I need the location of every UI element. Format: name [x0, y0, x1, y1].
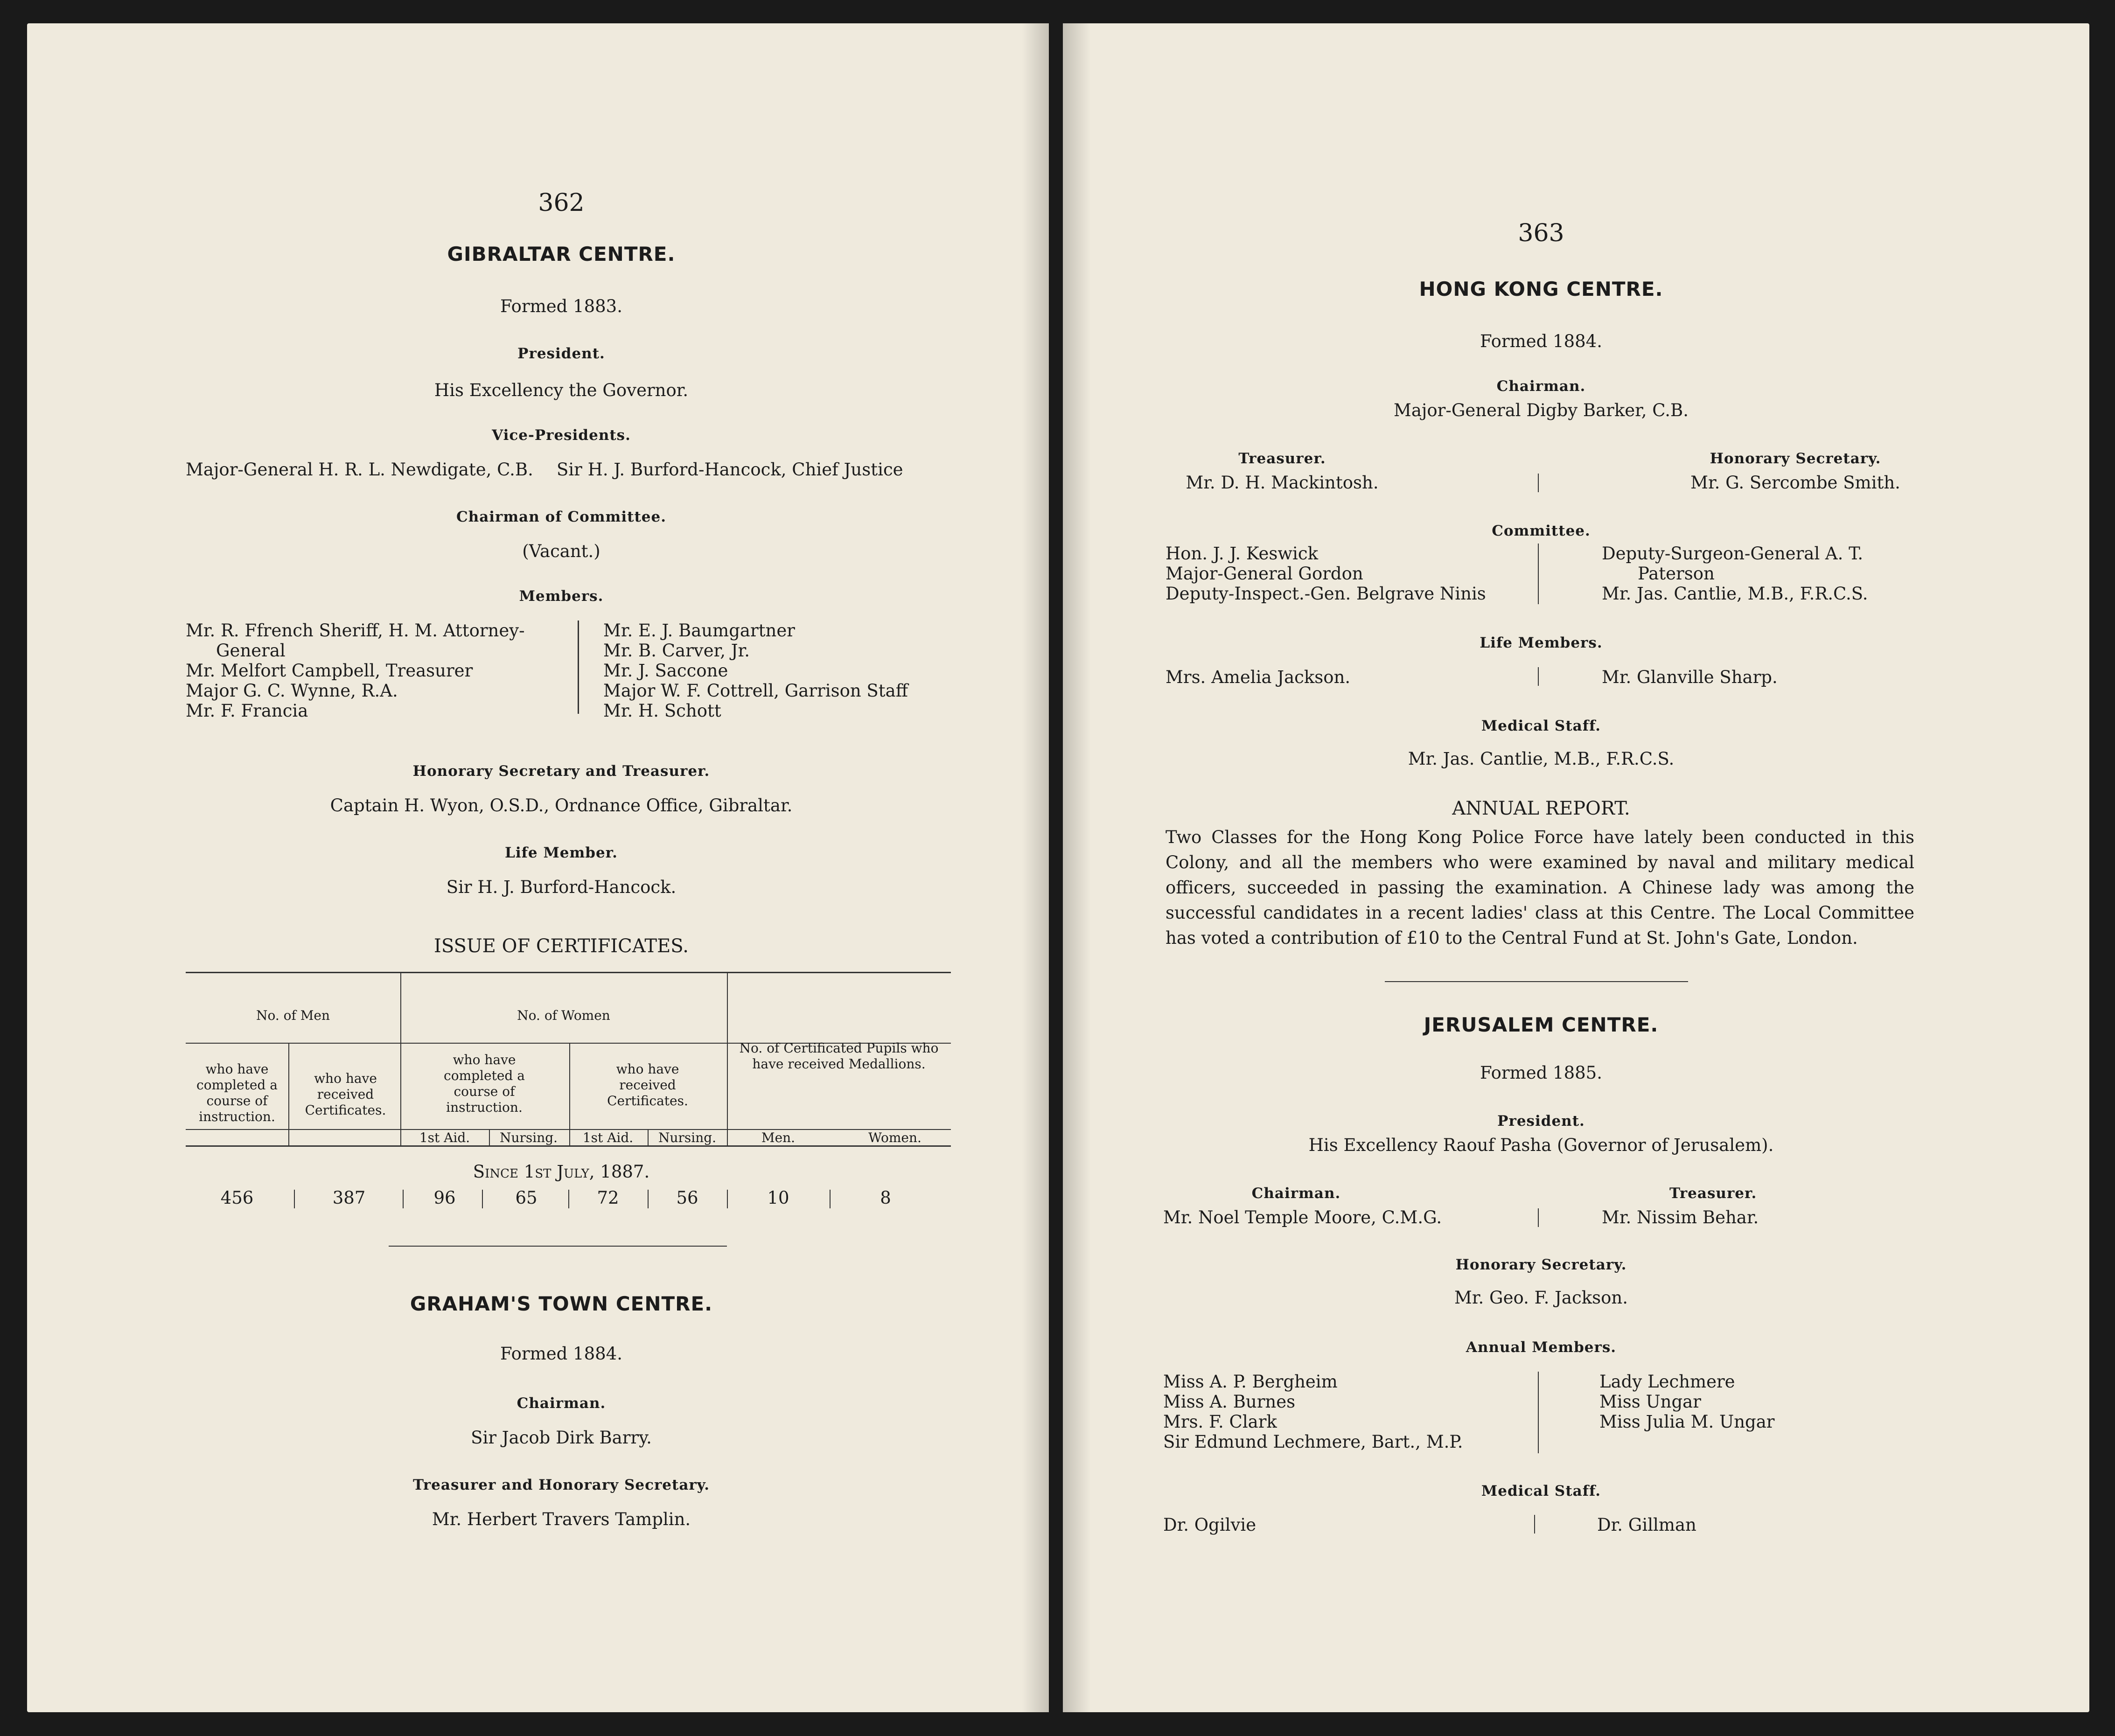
jerusalem-formed: Formed 1885. — [1480, 1063, 1602, 1083]
member-item: Major W. F. Cottrell, Garrison Staff — [603, 681, 908, 701]
vice-president-left: Major-General H. R. L. Newdigate, C.B. — [186, 460, 533, 480]
committee-member: Deputy-Inspect.-Gen. Belgrave Ninis — [1166, 584, 1486, 604]
member-item: General — [216, 641, 286, 661]
chairman-heading: Chairman of Committee. — [456, 509, 667, 525]
member-item: Mr. R. Ffrench Sheriff, H. M. Attorney- — [186, 620, 525, 641]
book-gutter-shadow — [1022, 23, 1050, 1712]
chairman-name: (Vacant.) — [522, 541, 600, 561]
annual-member: Lady Lechmere — [1599, 1372, 1735, 1392]
hon-sec-heading: Honorary Secretary and Treasurer. — [412, 763, 710, 780]
life-member-left: Mrs. Amelia Jackson. — [1166, 667, 1351, 687]
women-header: No. of Women — [517, 1008, 610, 1023]
annual-member: Miss Julia M. Ungar — [1599, 1412, 1775, 1432]
hongkong-chairman-heading: Chairman. — [1496, 378, 1586, 395]
committee-member: Hon. J. J. Keswick — [1166, 544, 1319, 564]
hongkong-medical-heading: Medical Staff. — [1481, 718, 1601, 734]
gibraltar-title: GIBRALTAR CENTRE. — [447, 243, 676, 265]
hon-sec-name: Captain H. Wyon, O.S.D., Ordnance Office, Gibraltar. — [330, 795, 793, 816]
member-item: Mr. Melfort Campbell, Treasurer — [186, 661, 473, 681]
certificates-title: ISSUE OF CERTIFICATES. — [434, 935, 689, 957]
jerusalem-hon-sec-heading: Honorary Secretary. — [1455, 1256, 1627, 1273]
section-divider — [1385, 981, 1688, 982]
hongkong-hon-sec-heading: Honorary Secretary. — [1710, 450, 1881, 467]
annual-member: Sir Edmund Lechmere, Bart., M.P. — [1163, 1432, 1463, 1452]
member-item: Mr. F. Francia — [186, 701, 308, 721]
life-member-heading: Life Member. — [505, 844, 618, 861]
vice-presidents-heading: Vice-Presidents. — [492, 427, 631, 444]
grahams-chairman-heading: Chairman. — [517, 1395, 606, 1412]
president-heading: President. — [517, 345, 605, 362]
hongkong-treasurer-name: Mr. D. H. Mackintosh. — [1186, 473, 1379, 493]
grahams-title: GRAHAM'S TOWN CENTRE. — [410, 1292, 713, 1315]
column-divider — [1538, 474, 1539, 492]
annual-report-text: Two Classes for the Hong Kong Police Force have lately been conducted in this Colony, and all the members who were examined by naval and military medical officers, succeeded in passing the examination. A Chinese lady was among the successful candidates in a recent ladies' class at this Centre. The Local Committee has voted a contribution of £10 to the Central Fund at St. John's Gate, London. — [1166, 827, 1914, 948]
hongkong-hon-sec-name: Mr. G. Sercombe Smith. — [1690, 473, 1900, 493]
grahams-treasurer-name: Mr. Herbert Travers Tamplin. — [432, 1509, 691, 1529]
hongkong-treasurer-heading: Treasurer. — [1238, 450, 1326, 467]
column-divider — [1538, 667, 1539, 686]
sub-header: Nursing. — [499, 1130, 558, 1145]
grahams-treasurer-heading: Treasurer and Honorary Secretary. — [413, 1477, 710, 1493]
life-member-name: Sir H. J. Burford-Hancock. — [446, 877, 677, 897]
member-item: Major G. C. Wynne, R.A. — [186, 681, 398, 701]
annual-members-heading: Annual Members. — [1466, 1339, 1617, 1356]
column-divider — [1534, 1515, 1535, 1534]
annual-member: Miss A. P. Bergheim — [1163, 1372, 1338, 1392]
members-divider — [578, 620, 579, 714]
women-received-header: who have received Certificates. — [607, 1061, 688, 1109]
jerusalem-hon-sec-name: Mr. Geo. F. Jackson. — [1454, 1288, 1628, 1308]
annual-member: Miss Ungar — [1599, 1392, 1701, 1412]
jerusalem-treasurer-name: Mr. Nissim Behar. — [1602, 1207, 1759, 1227]
men-header: No. of Men — [256, 1008, 330, 1023]
sub-header: Women. — [868, 1130, 921, 1145]
medical-staff-left: Dr. Ogilvie — [1163, 1515, 1256, 1535]
value-cell: 10 — [767, 1188, 789, 1208]
medallions-header: No. of Certificated Pupils who have received Medallions. — [739, 1040, 939, 1072]
annual-member: Mrs. F. Clark — [1163, 1412, 1277, 1432]
right-page — [1063, 23, 2089, 1712]
member-item: Mr. E. J. Baumgartner — [603, 620, 795, 641]
sub-header: 1st Aid. — [582, 1130, 634, 1145]
committee-member: Major-General Gordon — [1166, 564, 1363, 584]
jerusalem-medical-heading: Medical Staff. — [1481, 1483, 1601, 1499]
sub-header: Men. — [761, 1130, 796, 1145]
medical-staff-right: Dr. Gillman — [1597, 1515, 1696, 1535]
left-page — [27, 23, 1049, 1712]
value-cell: 96 — [433, 1188, 456, 1208]
grahams-formed: Formed 1884. — [500, 1344, 622, 1364]
column-divider — [1538, 1208, 1539, 1227]
value-cell: 456 — [220, 1188, 254, 1208]
value-cell: 72 — [597, 1188, 619, 1208]
annual-member: Miss A. Burnes — [1163, 1392, 1296, 1412]
president-name: His Excellency the Governor. — [434, 380, 689, 400]
men-completed-header: who have completed a course of instruction. — [196, 1061, 278, 1124]
gibraltar-formed: Formed 1883. — [500, 296, 622, 316]
jerusalem-treasurer-heading: Treasurer. — [1669, 1185, 1757, 1202]
page-number: 363 — [1518, 219, 1564, 247]
member-item: Mr. H. Schott — [603, 701, 721, 721]
committee-member: Deputy-Surgeon-General A. T. — [1602, 544, 1864, 564]
member-item: Mr. J. Saccone — [603, 661, 728, 681]
book-gutter-shadow — [1063, 23, 1091, 1712]
jerusalem-chairman-heading: Chairman. — [1251, 1185, 1341, 1202]
committee-heading: Committee. — [1492, 523, 1591, 539]
hongkong-title: HONG KONG CENTRE. — [1419, 278, 1663, 300]
sub-header: Nursing. — [658, 1130, 717, 1145]
hongkong-formed: Formed 1884. — [1480, 331, 1602, 351]
committee-member: Paterson — [1638, 564, 1715, 584]
column-divider — [1538, 544, 1539, 604]
women-completed-header: who have completed a course of instruction. — [444, 1052, 525, 1115]
jerusalem-president-name: His Excellency Raouf Pasha (Governor of Jerusalem). — [1308, 1135, 1774, 1155]
value-cell: 8 — [880, 1188, 891, 1208]
section-divider — [389, 1246, 727, 1247]
hongkong-medical-name: Mr. Jas. Cantlie, M.B., F.R.C.S. — [1408, 749, 1675, 769]
member-item: Mr. B. Carver, Jr. — [603, 641, 750, 661]
sub-header: 1st Aid. — [419, 1130, 470, 1145]
committee-member: Mr. Jas. Cantlie, M.B., F.R.C.S. — [1602, 584, 1868, 604]
life-member-right: Mr. Glanville Sharp. — [1602, 667, 1778, 687]
grahams-chairman-name: Sir Jacob Dirk Barry. — [471, 1428, 652, 1448]
value-cell: 65 — [515, 1188, 537, 1208]
annual-report-heading: ANNUAL REPORT. — [1452, 798, 1630, 819]
hongkong-chairman-name: Major-General Digby Barker, C.B. — [1393, 400, 1689, 420]
life-members-heading: Life Members. — [1480, 634, 1603, 651]
value-cell: 387 — [332, 1188, 366, 1208]
jerusalem-title: JERUSALEM CENTRE. — [1424, 1013, 1659, 1036]
page-number: 362 — [538, 189, 585, 217]
vice-president-right: Sir H. J. Burford-Hancock, Chief Justice — [557, 460, 903, 480]
jerusalem-chairman-name: Mr. Noel Temple Moore, C.M.G. — [1163, 1207, 1442, 1227]
column-divider — [1538, 1372, 1539, 1453]
value-cell: 56 — [676, 1188, 698, 1208]
members-heading: Members. — [519, 588, 604, 605]
men-received-header: who have received Certificates. — [305, 1071, 386, 1118]
since-row-label: Since 1st July, 1887. — [473, 1162, 650, 1182]
jerusalem-president-heading: President. — [1497, 1113, 1585, 1129]
